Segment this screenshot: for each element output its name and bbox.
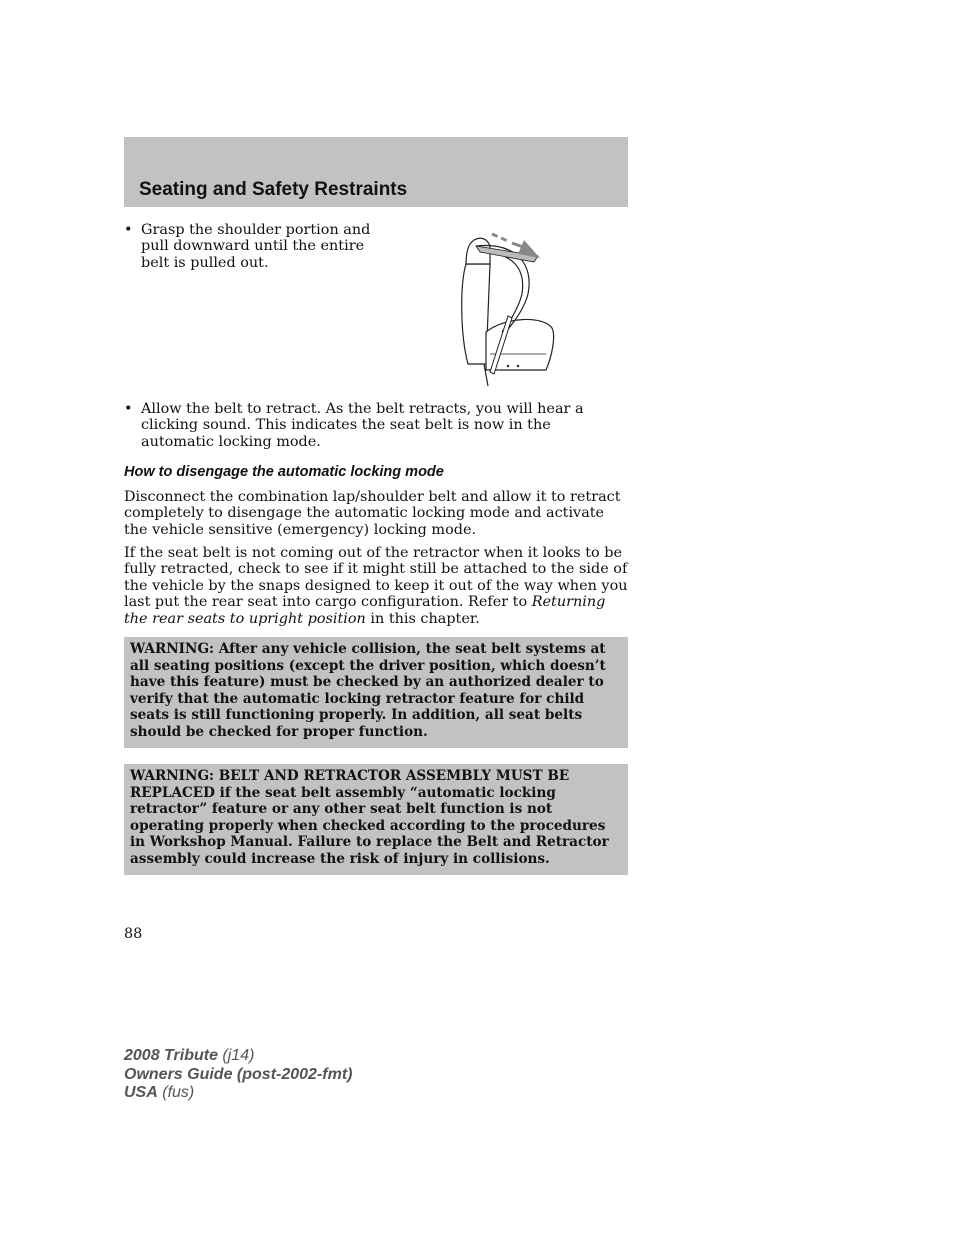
footer-line [124,1066,352,1085]
footer-model: 2008 Tribute [124,1047,218,1064]
footer-code: (fus) [162,1084,195,1101]
bullet-text: Allow the belt to retract. As the belt retracts, you will hear a clicking sound. This indicates the seat belt is now in the automatic locking mode. [141,401,584,450]
bullet-item [124,401,628,450]
paragraph: Disconnect the combination lap/shoulder belt and allow it to retract completely to disengage the automatic locking mode and activate the vehicle sensitive (emergency) locking mode. [124,489,621,538]
seat-belt-illustration [446,224,566,390]
cross-reference: Returning the rear seats to upright position [124,594,606,627]
section-header [124,137,628,207]
footer-code: (j14) [222,1047,255,1064]
page-number: 88 [124,926,143,942]
paragraph-text: in this chapter. [365,610,480,627]
bullet-symbol: • [124,222,133,238]
footer-market: USA [124,1084,158,1101]
section-title: Seating and Safety Restraints [139,179,408,200]
bullet-item [124,222,374,271]
footer-guide: Owners Guide (post-2002-fmt) [124,1065,353,1083]
bullet-symbol: • [124,401,133,417]
warning-box: WARNING: BELT AND RETRACTOR ASSEMBLY MUST BE REPLACED if the seat belt assembly “automatic locking retractor” feature or any other seat belt function is not operating properly when checked according to the procedures in Workshop Manual. Failure to replace the Belt and Retractor assembly could increase the risk of injury in collisions. [124,764,628,875]
footer-line [124,1047,352,1066]
paragraph [124,545,628,627]
document-footer [124,1047,352,1103]
paragraph-text: If the seat belt is not coming out of the retractor when it looks to be fully retracted, check to see if it might still be attached to the side of the vehicle by the snaps designed to keep it out of the way when you last put the rear seat into cargo configuration. Refer to [124,545,628,611]
warning-box: WARNING: After any vehicle collision, the seat belt systems at all seating positions (except the driver position, which doesn’t have this feature) must be checked by an authorized dealer to verify that the automatic locking retractor feature for child seats is still functioning properly. In addition, all seat belts should be checked for proper function. [124,637,628,748]
subheading: How to disengage the automatic locking mode [124,464,444,480]
footer-line [124,1084,352,1103]
bullet-text: Grasp the shoulder portion and pull downward until the entire belt is pulled out. [141,222,371,271]
